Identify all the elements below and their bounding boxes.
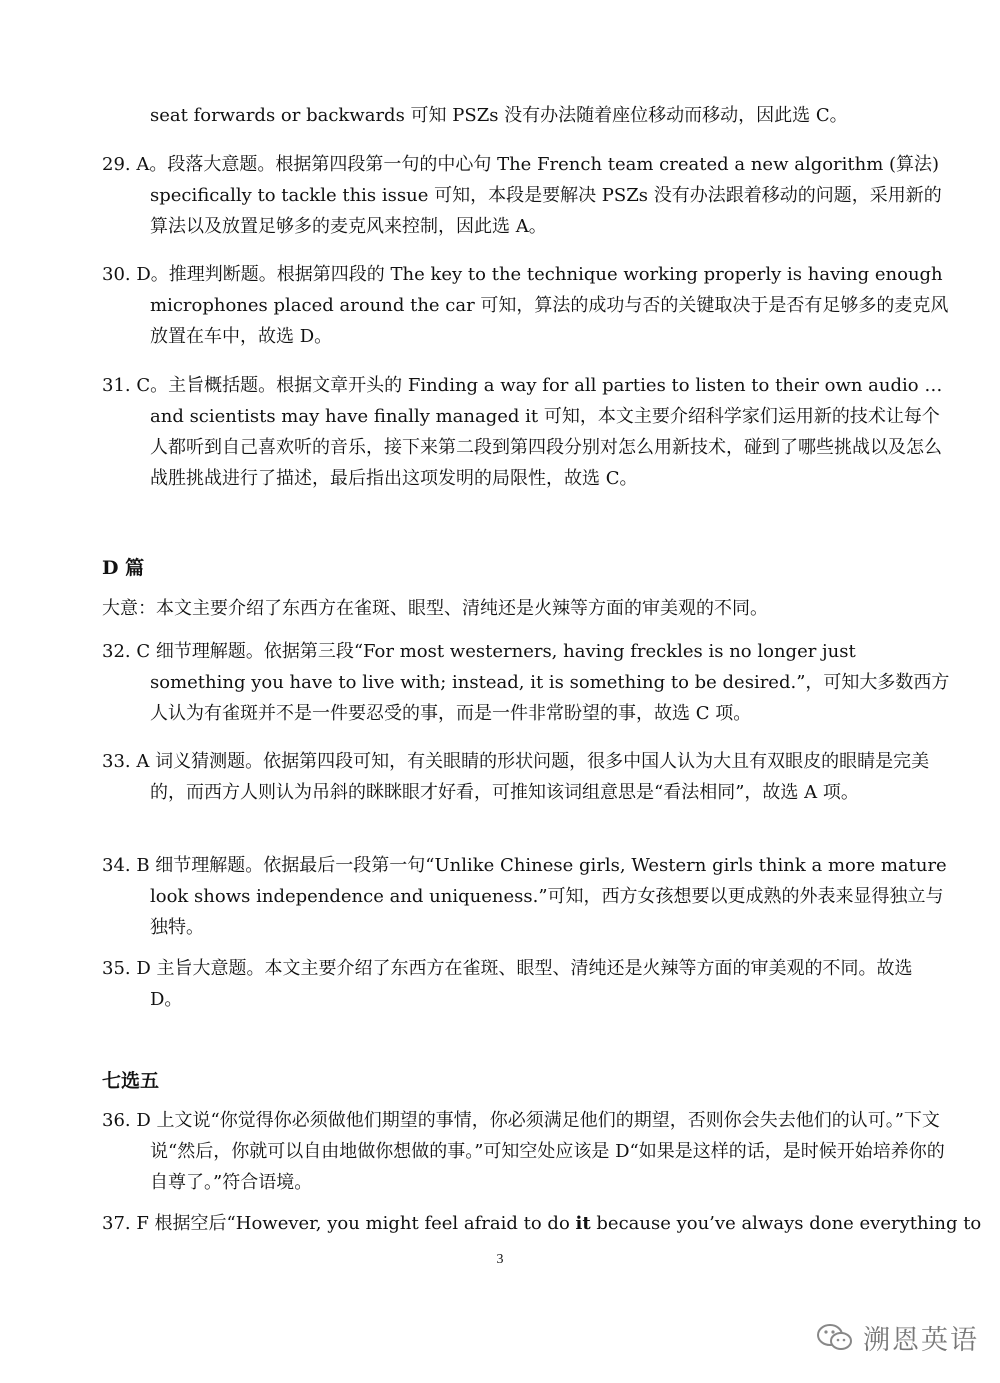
page-number: 3 (496, 1252, 504, 1267)
answer-34: 34. B 细节理解题。依据最后一段第一句“Unlike Chinese girls, Western girls think a more mature look shows independence and uniqueness.”可知，西方女孩想要以更成熟的外表来显得独立与独特。 (102, 855, 947, 938)
watermark-text: 溯恩英语 (863, 1325, 979, 1356)
answer-37-text-b: because you’ve always done everything to (590, 1213, 982, 1234)
watermark (815, 1318, 979, 1357)
answer-30: 30. D。推理判断题。根据第四段的 The key to the technique working properly is having enough microphones placed around the car 可知，算法的成功与否的关键取决于是否有足够多的麦克风放置在车中，故选 D。 (102, 264, 949, 347)
section-heading-seven-choose-five: 七选五 (102, 1070, 160, 1092)
answer-31: 31. C。主旨概括题。根据文章开头的 Finding a way for all parties to listen to their own audio …and scientists may have finally managed it 可知，本文主要介绍科学家们运用新的技术让每个人都听到自己喜欢听的音乐，接下来第二段到第四段分别对怎么用新技术，碰到了哪些挑战以及怎么战胜挑战进行了描述，最后指出这项发明的局限性，故选 C。 (102, 375, 943, 489)
section-summary: 大意：本文主要介绍了东西方在雀斑、眼型、清纯还是火辣等方面的审美观的不同。 (102, 598, 768, 619)
answer-37-text-a: 37. F 根据空后“However, you might feel afraid to do (102, 1213, 576, 1234)
answer-32: 32. C 细节理解题。依据第三段“For most westerners, having freckles is no longer just something you have to live with; instead, it is something to be desired.”，可知大多数西方人认为有雀斑并不是一件要忍受的事，而是一件非常盼望的事，故选 C 项。 (102, 641, 950, 724)
section-heading-d: D 篇 (102, 557, 145, 579)
answer-36: 36. D 上文说“你觉得你必须做他们期望的事情，你必须满足他们的期望，否则你会失去他们的认可。”下文说“然后，你就可以自由地做你想做的事。”可知空处应该是 D“如果是这样的话，是时候开始培养你的自尊了。”符合语境。 (102, 1110, 945, 1193)
paragraph-28-continuation: seat forwards or backwards 可知 PSZs 没有办法随着座位移动而移动，因此选 C。 (150, 105, 848, 126)
answer-37 (102, 1208, 982, 1239)
answer-35: 35. D 主旨大意题。本文主要介绍了东西方在雀斑、眼型、清纯还是火辣等方面的审美观的不同。故选 D。 (102, 958, 913, 1010)
answer-33: 33. A 词义猜测题。依据第四段可知，有关眼睛的形状问题，很多中国人认为大且有双眼皮的眼睛是完美的，而西方人则认为吊斜的眯眯眼才好看，可推知该词组意思是“看法相同”，故选 A 项。 (102, 751, 930, 803)
answer-29: 29. A。段落大意题。根据第四段第一句的中心句 The French team created a new algorithm (算法) specifically to tackle this issue 可知，本段是要解决 PSZs 没有办法跟着移动的问题，采用新的算法以及放置足够多的麦克风来控制，因此选 A。 (102, 154, 942, 237)
wechat-icon (815, 1322, 855, 1354)
answer-37-bold-word: it (575, 1213, 591, 1234)
